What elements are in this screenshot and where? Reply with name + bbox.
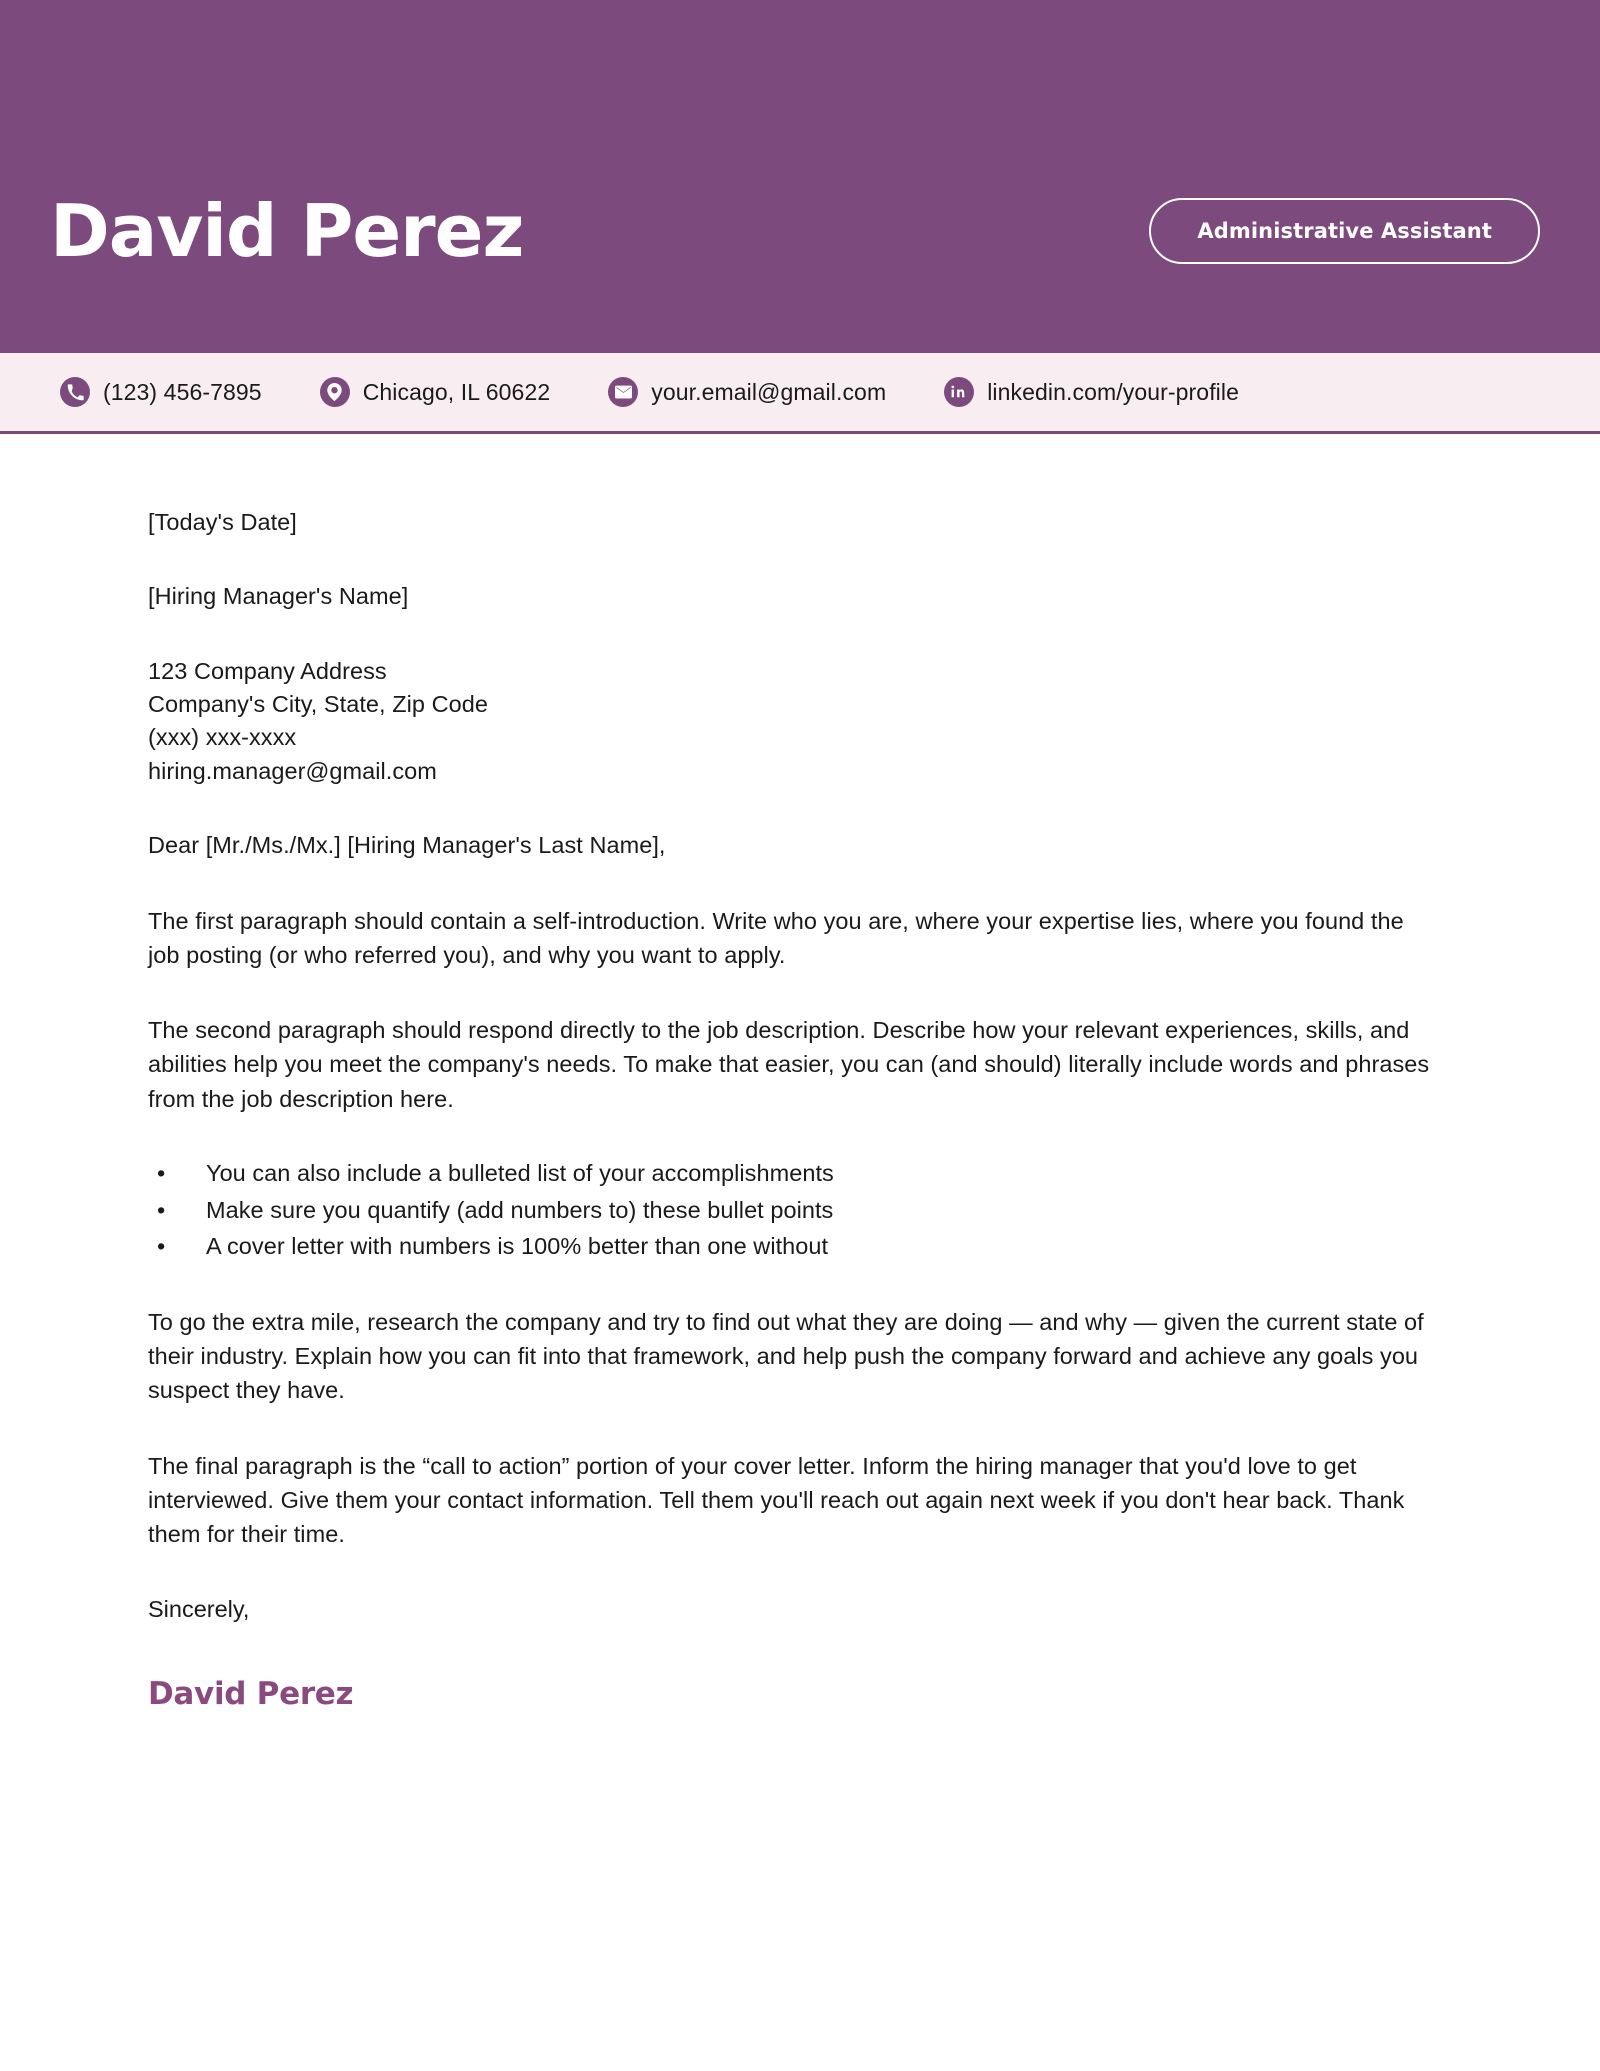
location-pin-icon xyxy=(320,377,350,407)
list-item xyxy=(148,1157,1452,1191)
contact-item-email[interactable] xyxy=(608,377,886,407)
signature-name: David Perez xyxy=(148,1675,354,1712)
paragraph-3: To go the extra mile, research the company and try to find out what they are doing — and why — given the current state of their industry. Explain how you can fit into that framework, and help push the company forward and achieve any goals you suspect they have. xyxy=(148,1308,1424,1404)
contact-phone-value: (123) 456-7895 xyxy=(103,378,262,405)
recipient-name: [Hiring Manager's Name] xyxy=(148,583,409,610)
job-title-badge: Administrative Assistant xyxy=(1149,198,1540,264)
paragraph-1: The first paragraph should contain a self-introduction. Write who you are, where your expertise lies, where you found the job posting (or who referred you), and why you want to apply. xyxy=(148,907,1404,968)
date-block xyxy=(148,506,1452,539)
recipient-address-block xyxy=(148,655,1452,788)
linkedin-icon xyxy=(944,377,974,407)
letter-header xyxy=(0,0,1600,353)
letter-body xyxy=(0,434,1600,1712)
list-item-label: Make sure you quantify (add numbers to) these bullet points xyxy=(206,1196,834,1223)
contact-item-location[interactable] xyxy=(320,377,551,407)
recipient-phone: (xxx) xxx-xxxx xyxy=(148,724,297,751)
list-item xyxy=(148,1230,1452,1264)
bullet-marker-icon: • xyxy=(157,1233,166,1260)
bullet-marker-icon: • xyxy=(157,1196,166,1223)
paragraph-4: The final paragraph is the “call to action” portion of your cover letter. Inform the hiring manager that you'd love to get interviewed. Give them your contact information. Tell them you'll reach out again next week if you don't hear back. Thank them for their time. xyxy=(148,1452,1405,1548)
salutation: Dear [Mr./Ms./Mx.] [Hiring Manager's Last Name], xyxy=(148,832,666,859)
contact-bar xyxy=(0,353,1600,434)
contact-item-phone[interactable] xyxy=(60,377,262,407)
list-item xyxy=(148,1194,1452,1228)
page-title: David Perez xyxy=(50,189,524,273)
contact-email-value: your.email@gmail.com xyxy=(651,378,887,405)
phone-icon xyxy=(60,377,90,407)
envelope-icon xyxy=(608,377,638,407)
contact-linkedin-value: linkedin.com/your-profile xyxy=(987,378,1239,405)
header-content xyxy=(50,189,1550,273)
accomplishments-list xyxy=(148,1157,1452,1264)
recipient-name-block xyxy=(148,580,1452,613)
paragraph-2: The second paragraph should respond directly to the job description. Describe how your relevant experiences, skills, and abilities help you meet the company's needs. To make that easier, you can (and should) literally include words and phrases from the job description here. xyxy=(148,1017,1430,1112)
letter-date: [Today's Date] xyxy=(148,509,297,535)
list-item-label: A cover letter with numbers is 100% better than one without xyxy=(206,1233,829,1260)
list-item-label: You can also include a bulleted list of your accomplishments xyxy=(206,1160,834,1186)
salutation-block xyxy=(148,829,1452,862)
contact-location-value: Chicago, IL 60622 xyxy=(362,378,551,405)
recipient-city-state-zip: Company's City, State, Zip Code xyxy=(148,691,488,718)
recipient-street: 123 Company Address xyxy=(148,657,387,684)
recipient-email: hiring.manager@gmail.com xyxy=(148,757,437,784)
closing-line: Sincerely, xyxy=(148,1595,250,1622)
bullet-marker-icon: • xyxy=(157,1160,166,1186)
contact-item-linkedin[interactable] xyxy=(944,377,1239,407)
